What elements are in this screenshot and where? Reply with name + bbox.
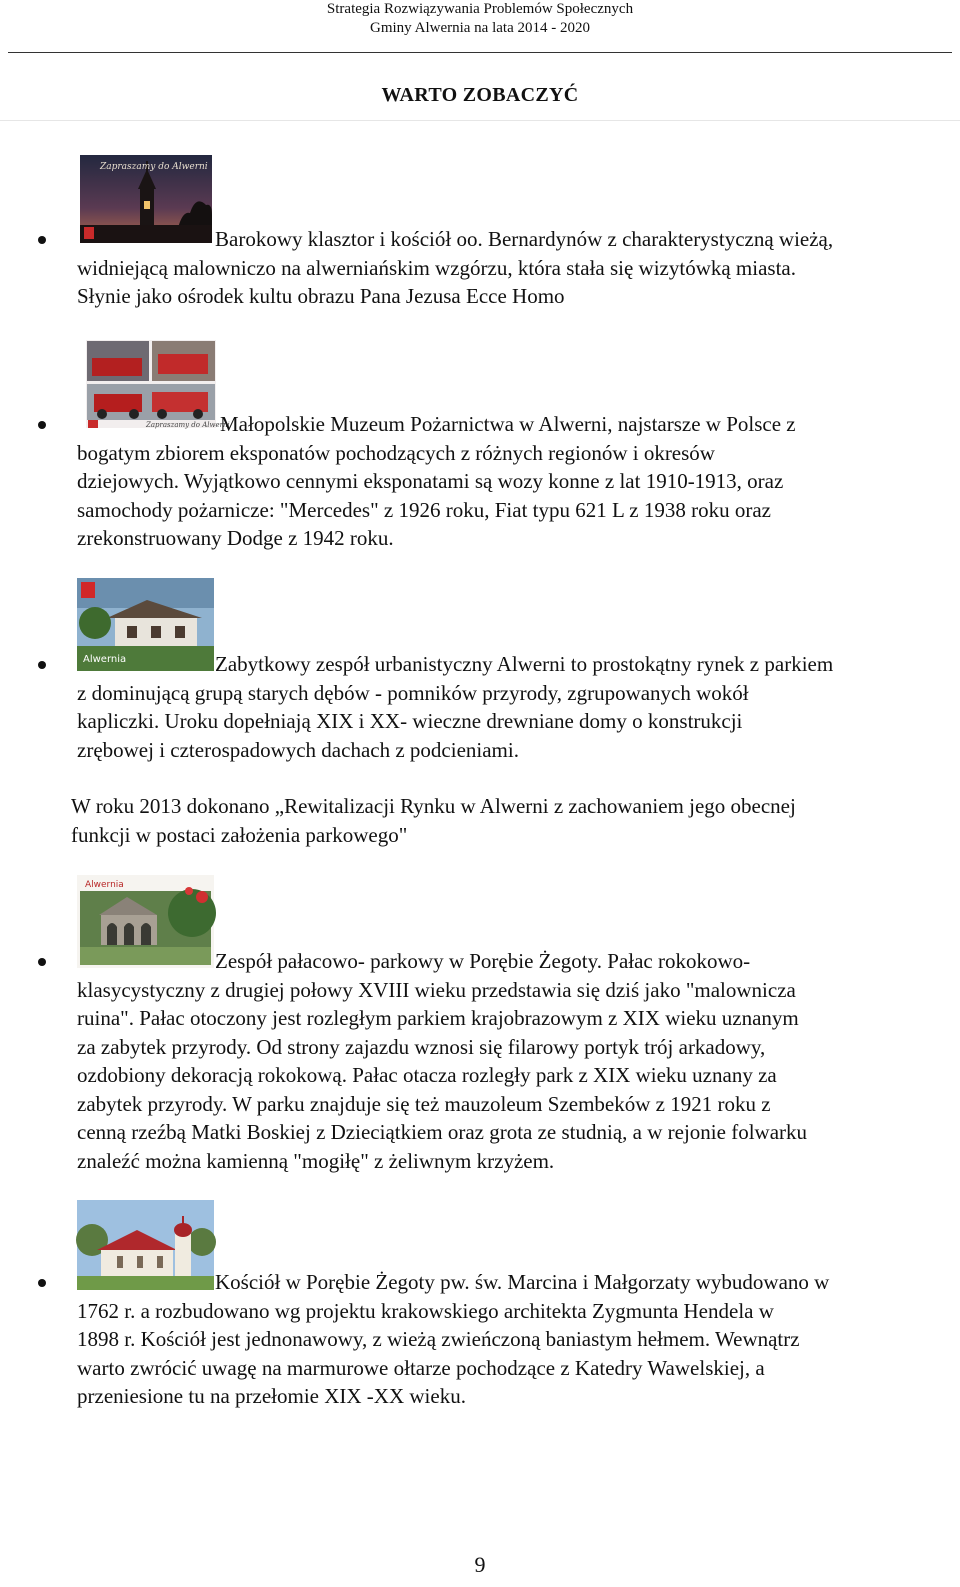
text-line: cenną rzeźbą Matki Boskiej z Dzieciątkiem oraz grota ze studnią, a w rejonie folwarku bbox=[77, 1120, 808, 1144]
document-header bbox=[0, 0, 960, 38]
fire-museum-photo bbox=[86, 340, 230, 429]
text-line: znaleźć można kamienną "mogiłę" z żeliwnym krzyżem. bbox=[77, 1148, 555, 1173]
text-line: zabytek przyrody. W parku znajduje się też mauzoleum Szembeków z 1921 roku z bbox=[77, 1091, 771, 1116]
text-line: zrębowej i czterospadowych dachach z podcieniami. bbox=[77, 737, 519, 762]
section-title: WARTO ZOBACZYĆ bbox=[381, 84, 579, 106]
text-line: funkcji w postaci założenia parkowego" bbox=[71, 822, 408, 847]
palace-ruin-photo bbox=[77, 875, 214, 968]
text-line: z dominującą grupą starych dębów - pomników przyrody, zgrupowanych wokół bbox=[77, 680, 749, 705]
text-line: warto zwrócić uwagę na marmurowe ołtarze pochodzące z Katedry Wawelskiej, a bbox=[77, 1355, 765, 1380]
svg-text:Alwernia: Alwernia bbox=[85, 880, 124, 890]
list-bullet bbox=[38, 958, 46, 966]
list-bullet bbox=[38, 421, 46, 429]
text-line: klasycystyczny z drugiej połowy XVIII wieku przedstawia się dziś jako "malownicza bbox=[77, 977, 796, 1002]
header-line-1: Strategia Rozwiązywania Problemów Społecznych bbox=[326, 1, 634, 17]
text-line: samochody pożarnicze: "Mercedes" z 1926 roku, Fiat typu 621 L z 1938 roku oraz bbox=[77, 497, 771, 522]
list-bullet bbox=[38, 661, 46, 669]
church-photo bbox=[77, 1200, 214, 1290]
text-line: bogatym zbiorem eksponatów pochodzących z różnych regionów i okresów bbox=[77, 440, 715, 465]
svg-text:Zapraszamy do Alwerni: Zapraszamy do Alwerni bbox=[100, 162, 208, 172]
text-line: ruina". Pałac otoczony jest rozległym parkiem krajobrazowym z XIX wieku uznanym bbox=[77, 1006, 799, 1030]
svg-text:Zapraszamy do Alwerni: Zapraszamy do Alwerni bbox=[146, 421, 230, 429]
text-line: Zespół pałacowo- parkowy w Porębie Żegoty. Pałac rokokowo- bbox=[215, 949, 751, 973]
header-line-2: Gminy Alwernia na lata 2014 - 2020 bbox=[370, 20, 590, 36]
text-line: zrekonstruowany Dodge z 1942 roku. bbox=[77, 526, 394, 550]
text-line: Kościół w Porębie Żegoty pw. św. Marcina i Małgorzaty wybudowano w bbox=[215, 1270, 830, 1294]
old-town-photo bbox=[77, 578, 214, 671]
text-line: kapliczki. Uroku dopełniają XIX i XX- wieczne drewniane domy o konstrukcji bbox=[77, 709, 743, 733]
text-line: 1898 r. Kościół jest jednonawowy, z wieżą zwieńczoną baniastym hełmem. Wewnątrz bbox=[77, 1327, 800, 1351]
section-divider bbox=[0, 120, 960, 121]
text-line: widniejącą malowniczo na alwerniańskim wzgórzu, która stała się wizytówką miasta. bbox=[77, 255, 797, 280]
text-line: W roku 2013 dokonano „Rewitalizacji Rynku w Alwerni z zachowaniem jego obecnej bbox=[71, 794, 796, 818]
text-line: 1762 r. a rozbudowano wg projektu krakowskiego architekta Zygmunta Hendela w bbox=[77, 1298, 774, 1323]
svg-text:Alwernia: Alwernia bbox=[83, 654, 127, 665]
page-number: 9 bbox=[474, 1552, 486, 1577]
header-divider bbox=[8, 52, 952, 53]
text-line: Zabytkowy zespół urbanistyczny Alwerni to prostokątny rynek z parkiem bbox=[215, 652, 834, 676]
text-line: ozdobiony dekoracją rokokową. Pałac otacza rozległy park z XIX wieku uznany za bbox=[77, 1063, 777, 1087]
list-bullet bbox=[38, 236, 46, 244]
text-line: dziejowych. Wyjątkowo cennymi eksponatami są wozy konne z lat 1910-1913, oraz bbox=[77, 469, 784, 493]
list-bullet bbox=[38, 1279, 46, 1287]
text-line: przeniesione tu na przełomie XIX -XX wieku. bbox=[77, 1384, 466, 1408]
text-line: Małopolskie Muzeum Pożarnictwa w Alwerni, najstarsze w Polsce z bbox=[220, 412, 796, 436]
text-line: za zabytek przyrody. Od strony zajazdu wznosi się filarowy portyk trój arkadowy, bbox=[77, 1034, 766, 1059]
text-line: Barokowy klasztor i kościół oo. Bernardynów z charakterystyczną wieżą, bbox=[215, 227, 834, 251]
text-line: Słynie jako ośrodek kultu obrazu Pana Jezusa Ecce Homo bbox=[77, 284, 565, 308]
revitalization-paragraph bbox=[71, 792, 796, 849]
monastery-photo bbox=[80, 155, 212, 243]
